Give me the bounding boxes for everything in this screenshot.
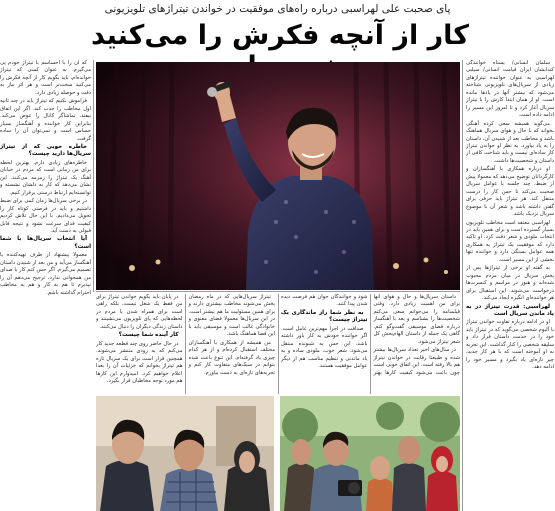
series-still-illustration-right [280, 396, 460, 511]
section-rule-photo-bottom [96, 291, 460, 292]
body-paragraph: داستان سریال‌ها و حال و هوای آنها برای من اهمیت زیادی دارد. وقتی فیلمنامه را می‌خوانم سعی می‌کنم شخصیت‌ها را بشناسم و بعد با آهنگساز درباره فضای موسیقی گفت‌وگو کنم. گاهی یک جمله از داستان الهام‌بخش کل شعر تیتراژ می‌شود. [373, 294, 460, 345]
body-paragraph: فراموش نکنیم که تیتراژ باید در چند ثانیه اول مخاطب را جذب کند. اگر این اتفاق نیفتد، تماشاگر کانال را عوض می‌کند. بنابراین کار خواننده و آهنگساز بسیار حساس است و نمی‌توان آن را ساده گرفت. [0, 98, 91, 142]
body-paragraph: می‌گوید همیشه سعی کرده آهنگی بخواند که با حال و هوای سریال هماهنگ باشد و مخاطب بعد از شنیدن آن، داستان را به یاد بیاورد. به نظر او خواندن تیتراژ کار ساده‌ای نیست و باید شناخت کافی از داستان و شخصیت‌ها داشت. [466, 120, 554, 164]
article-headline: کار از آنچه فکرش را می‌کنید [90, 20, 469, 51]
subheading: آیا انتخاب سریال‌ها با شما است؟ [0, 236, 91, 250]
body-paragraph: که آن را با احساسم با تیتراژ خودم پی می‌گیرم. به عنوان کسی که تیتراژ خوانده‌ام، باید بگویم کار از آنچه فکرش را می‌کنید سخت‌تر است و هر اثر نیاز به دقت و حوصله زیادی دارد. [0, 60, 91, 96]
column-rule-right [462, 60, 463, 511]
body-paragraph: معمولا پیشنهاد از طرف تهیه‌کننده یا آهنگساز می‌آید و من بعد از شنیدن داستان تصمیم می‌گیرم. اگر حس کنم کار با صدای من همخوانی ندارد، ترجیح می‌دهم آن را نپذیرم تا هم به کار و هم به مخاطب احترام گذاشته باشم. [0, 252, 91, 296]
series-still-illustration-left [96, 396, 274, 511]
subheading: لهراسبی: قدرت تیتراژ در به یاد ماندن سریال است [466, 303, 554, 317]
body-paragraph: به گفته او برخی از تیتراژها پس از پخش سریال در میان مردم محبوب شده‌اند و هنوز در مراسم و کنسرت‌ها درخواست می‌شوند. این استقبال برای هر خواننده‌ای انگیزه ایجاد می‌کند. [466, 265, 554, 302]
photo-series-still-left [96, 396, 274, 511]
body-paragraph: من همیشه از همکاری با آهنگسازان مختلف استقبال کرده‌ام و از هر کدام چیزی یاد گرفته‌ام. این تنوع باعث شده بتوانم در سبک‌های متفاوت کار کنم و تجربه‌های تازه‌ای به دست بیاورم. [188, 339, 275, 376]
body-paragraph: در سال‌های اخیر تعداد سریال‌ها بیشتر شده و طبیعتا رقابت در خواندن تیتراژ هم بالا رفته است. این اتفاق خوبی است چون باعث می‌شود کیفیت کارها بهتر شود و خوانندگان جوان هم فرصت دیده شدن پیدا کنند. [281, 294, 460, 376]
subheading: به نظر شما راز ماندگاری یک تیتراژ چیست؟ [281, 309, 368, 324]
body-paragraph: در برخی سریال‌ها زمان کمی برای ضبط داشتیم و باید در فرصتی کوتاه کار را تحویل می‌دادیم. با این حال تلاش کردیم کیفیت فدای سرعت نشود و نتیجه قابل قبولی به دست آید. [0, 198, 91, 234]
text-column-left [0, 60, 91, 511]
subheading: خاطره خوبی که از تیتراژ سریال‌ها دارید چیست؟ [0, 143, 91, 158]
column-rule-left [93, 60, 94, 292]
body-paragraph: او درباره همکاری با آهنگسازان و کارگردانان توضیح می‌دهد که معمولا پیش از ضبط، چند جلسه با عوامل سریال صحبت می‌کند تا حس کار را درست منتقل کند. هر تیتراژ باید حرفی برای گفتن داشته باشد و شعر آن با موضوع سریال نزدیک باشد. [466, 166, 554, 218]
body-paragraph: خاطره‌های زیادی دارم. بهترین لحظه برای من زمانی است که مردم در خیابان آهنگ یک تیتراژ را زمزمه می‌کنند. این نشان می‌دهد که کار به دلشان نشسته و توانسته‌ایم ارتباط درستی برقرار کنیم. [0, 159, 91, 196]
body-paragraph: در حال حاضر روی چند قطعه جدید کار می‌کنم که به زودی منتشر می‌شوند. همچنین قرار است برای یک سریال تازه هم تیتراژ بخوانم که جزئیات آن را بعدا اعلام خواهیم کرد. امیدوارم این کارها هم مورد توجه مخاطبان قرار بگیرد. [96, 340, 183, 384]
body-paragraph: سلمان انسانی/ یسناه خوانندگی کندابشان ایران قیامت انسانی/ سیلبی لهراسبی به عنوان خواننده تیتراژهای زیادی از سریال‌های تلویزیونی شناخته می‌شود که بیشتر آنها در یادها مانده است. او از همان ابتدا کارش را با تیتراژ سریال آغاز کرد و تا امروز این مسیر را ادامه داده است. [466, 60, 554, 119]
body-paragraph: در پایان باید بگویم خواندن تیتراژ برای من فقط یک شغل نیست، بلکه راهی است برای همراه شدن با مردم در لحظه‌هایی که پای تلویزیون می‌نشینند و داستان زندگی دیگران را دنبال می‌کنند. [96, 294, 183, 330]
photo-singer-on-stage [96, 62, 460, 290]
text-column-bottom [96, 294, 460, 394]
photo-series-still-right [280, 396, 460, 511]
body-paragraph: تیتراژ سریال‌هایی که در ماه رمضان پخش می‌شوند مخاطب بیشتری دارند و برای همین مسئولیت ما هم بیشتر است. در این سریال‌ها معمولا فضای معنوی و خانوادگی غالب است و موسیقی باید با این فضا هماهنگ باشد. [188, 294, 275, 338]
singer-illustration [96, 62, 460, 290]
body-paragraph: صداقت در اجرا مهم‌ترین عامل است. اگر خواننده خودش به کار باور داشته باشد، این حس به شنونده منتقل می‌شود. شعر خوب، ملودی ساده و به یاد ماندنی و تنظیم مناسب هم از دیگر عوامل موفقیت هستند. [281, 325, 368, 370]
text-column-right [466, 60, 554, 511]
body-paragraph: او در ادامه درباره تفاوت خواندن تیتراژ با آلبوم شخصی می‌گوید که در تیتراژ باید خود را در خدمت داستان قرار داد و سلیقه شخصی را کنار گذاشت. این تجربه به او آموخته است که با هر کار جدید، چیز تازه‌ای یاد بگیرد و مسیر خود را ادامه دهد. [466, 319, 554, 371]
body-paragraph: لهراسبی معتقد است مخاطب تلویزیون بسیار گسترده است و برای همین باید در انتخاب ملودی و شعر دقت کرد. او تاکید دارد که موفقیت یک تیتراژ به همکاری همه عوامل بستگی دارد و خواننده تنها بخشی از این مسیر است. [466, 219, 554, 263]
subheading: کار آینده شما چیست؟ [118, 332, 179, 339]
article-kicker: پای صحبت علی لهراسبی درباره راه‌های موفقیت در خواندن تیتراژهای تلویزیونی [104, 3, 451, 15]
